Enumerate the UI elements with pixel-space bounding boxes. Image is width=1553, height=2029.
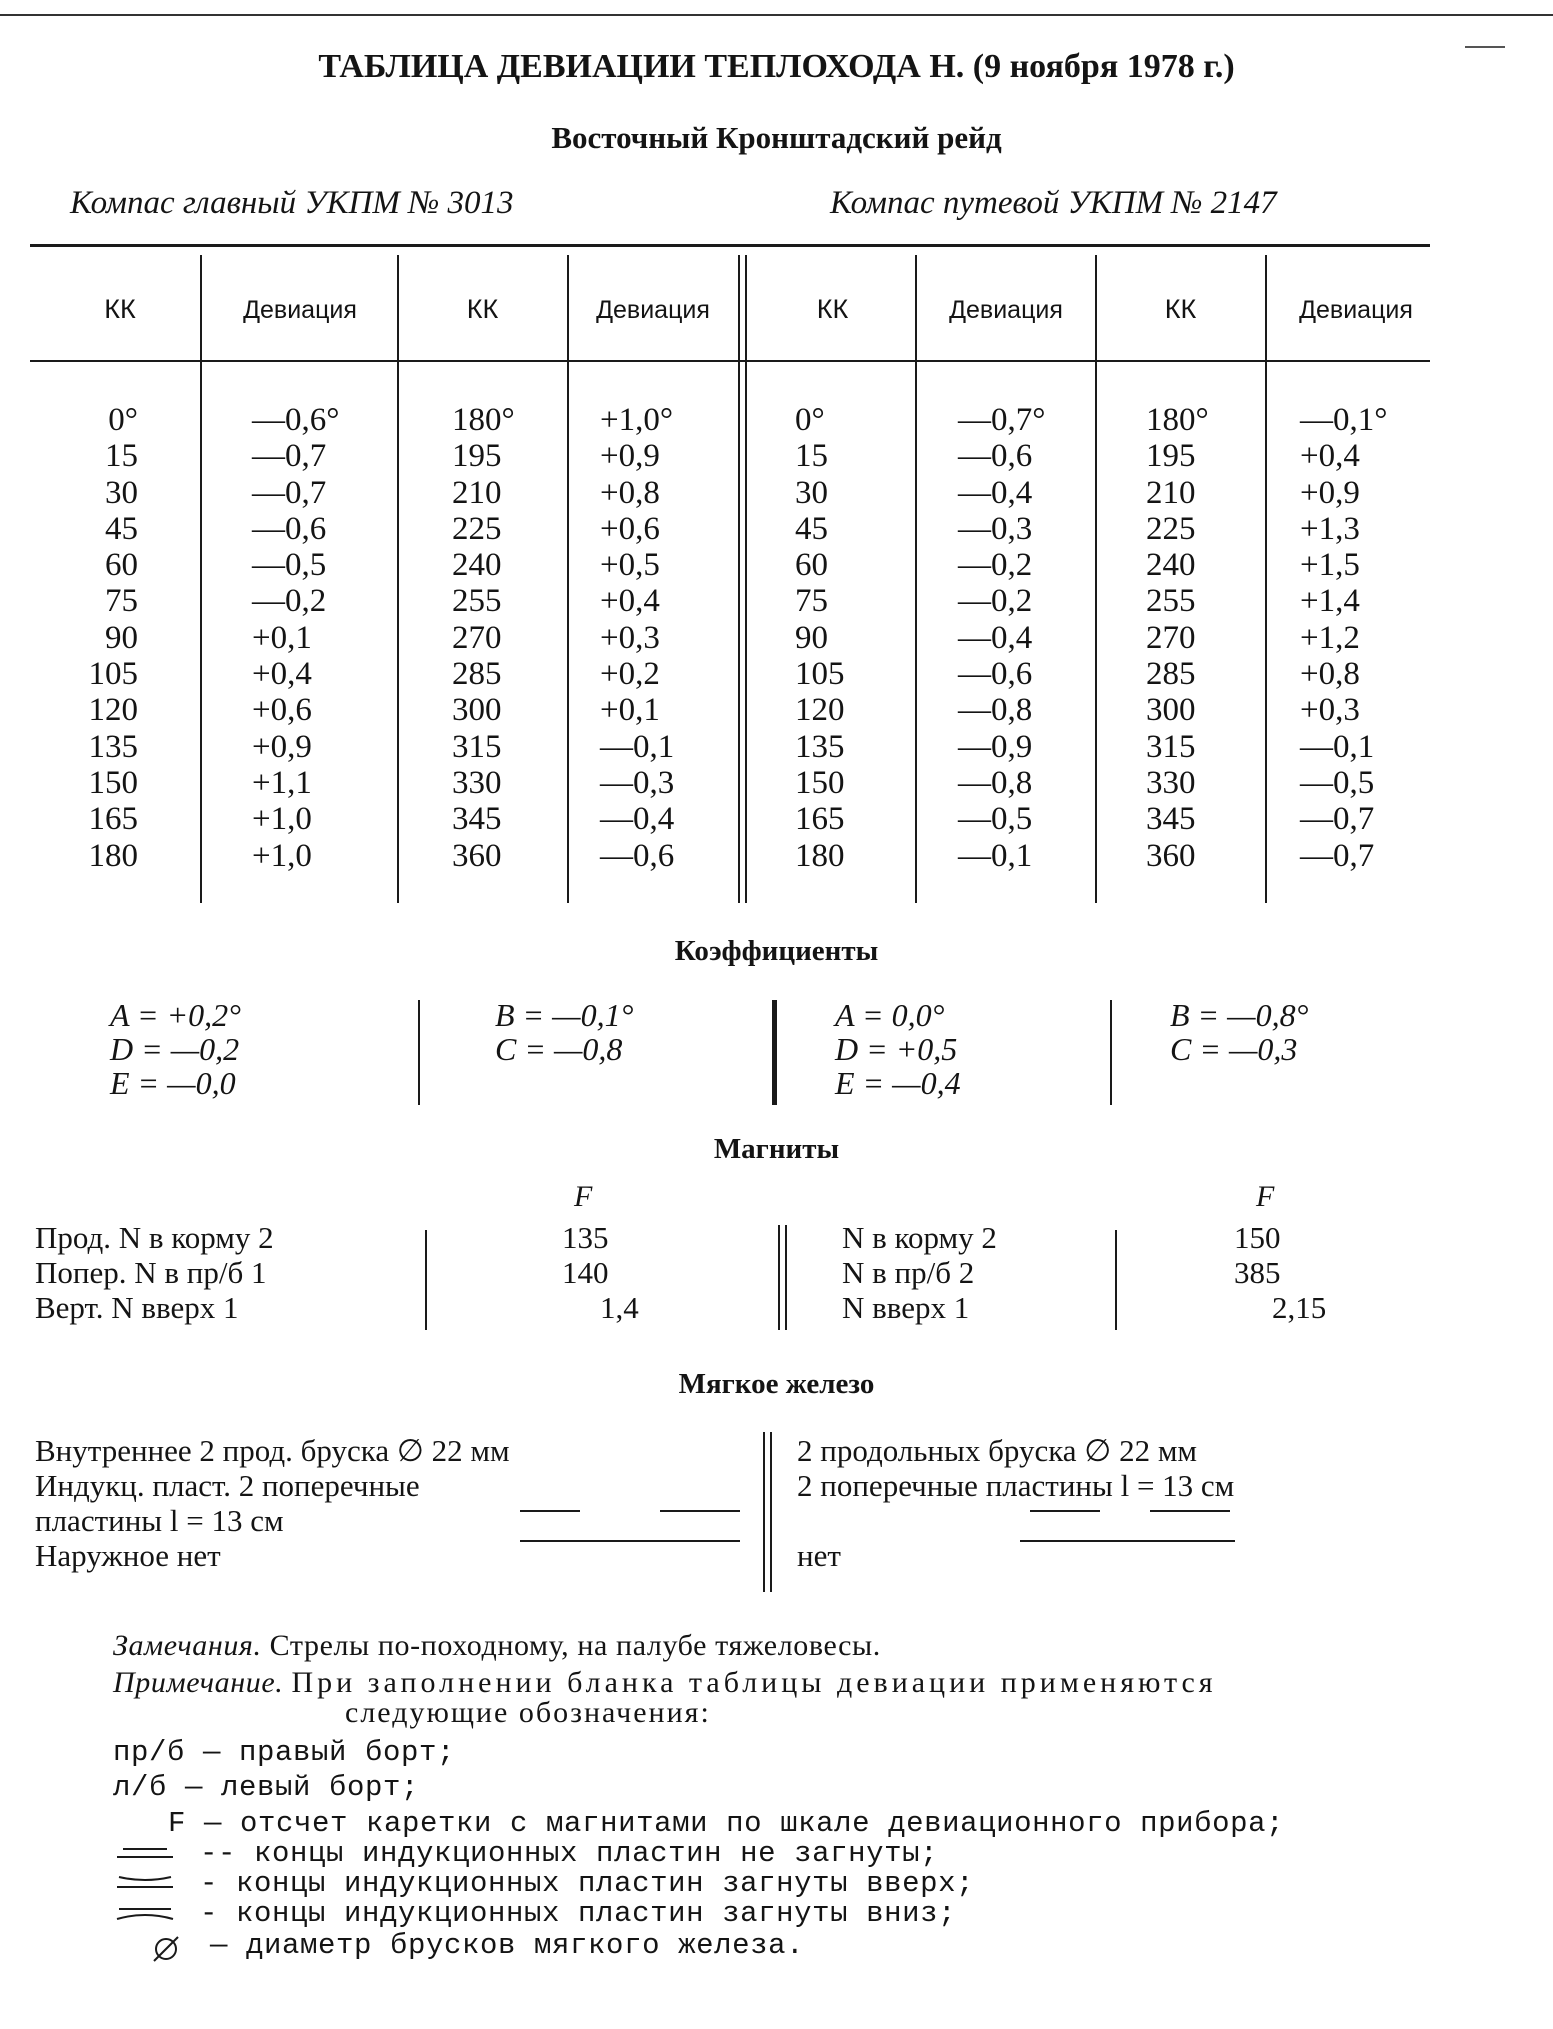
table-cell: +0,3 [1300, 692, 1360, 729]
magnets-divider-a [778, 1225, 780, 1330]
table-cell: 180° [1146, 402, 1209, 438]
table-cell: 360 [452, 837, 502, 874]
remarks-line [113, 1630, 881, 1661]
table-cell: 15 [105, 438, 138, 475]
magnet-value: 1,4 [600, 1290, 639, 1325]
table-cell: 120 [795, 692, 845, 729]
table-cell: —0,4 [958, 619, 1033, 656]
table-cell: 300 [452, 692, 502, 729]
coef-line: E = —0,4 [835, 1065, 961, 1101]
plates-bent-up-icon [115, 1873, 175, 1893]
plates-not-bent-icon [115, 1843, 175, 1863]
table-cell: 90 [795, 619, 828, 656]
table-cell: —0,3 [600, 764, 675, 801]
table-cell: 135 [795, 728, 845, 765]
col-sep-1 [200, 255, 202, 903]
magnet-value: 2,15 [1272, 1290, 1327, 1325]
header-deviation: Девиация [596, 296, 710, 324]
col-sep-2 [397, 255, 399, 903]
table-cell: 120 [88, 692, 138, 729]
table-cell: +0,9 [600, 438, 660, 475]
col-sep-3 [567, 255, 569, 903]
table-cell: —0,5 [252, 547, 327, 584]
table-cell: 30 [105, 474, 138, 511]
table-cell: —0,6 [958, 438, 1033, 475]
table-cell: 240 [1146, 547, 1196, 584]
compass-divider-a [738, 255, 740, 903]
table-cell: —0,7 [1300, 801, 1375, 838]
table-cell: —0,3 [958, 510, 1033, 547]
plate-symbol-line [660, 1510, 740, 1512]
coef-line: D = +0,5 [835, 1031, 958, 1067]
coef-divider [772, 1000, 777, 1105]
plate-symbol-line [1020, 1540, 1235, 1542]
magnets-travel-labels [842, 1220, 997, 1325]
travel-left-dev-column [958, 402, 1093, 874]
table-cell: 150 [795, 764, 845, 801]
table-cell: —0,6° [252, 402, 340, 438]
header-deviation: Девиация [243, 296, 357, 324]
table-cell: 300 [1146, 692, 1196, 729]
f-label-main: F [574, 1180, 593, 1213]
f-label-travel: F [1256, 1180, 1275, 1213]
magnets-heading: Магниты [713, 1133, 840, 1165]
magnet-label: Попер. N в пр/б 1 [35, 1255, 267, 1290]
table-cell: +0,4 [600, 583, 660, 620]
soft-iron-divider-a [763, 1432, 765, 1592]
header-kk: КК [104, 294, 136, 324]
table-cell: +0,3 [600, 619, 660, 656]
table-cell: 165 [88, 801, 138, 838]
legend-item: -- концы индукционных пластин не загнуты; [200, 1837, 939, 1870]
remarks-text: Стрелы по-походному, на палубе тяжеловесы. [269, 1629, 881, 1662]
magnets-main-values [562, 1220, 639, 1325]
table-cell: 255 [452, 583, 502, 620]
travel-right-kk-column [1146, 402, 1256, 874]
coef-line: A = +0,2° [110, 997, 241, 1033]
table-cell: +0,6 [252, 692, 312, 729]
page-title: ТАБЛИЦА ДЕВИАЦИИ ТЕПЛОХОДА Н. (9 ноября 1978 г.) [318, 48, 1235, 85]
table-cell: 30 [795, 474, 828, 511]
legend-item: пр/б — правый борт; [113, 1736, 456, 1769]
main-right-dev-column [600, 402, 735, 874]
header-kk: КК [816, 294, 849, 324]
top-scan-line [0, 14, 1553, 16]
table-cell: +0,4 [1300, 438, 1360, 475]
compass-main-label: Компас главный УКПМ № 3013 [70, 185, 514, 221]
note-label: Примечание. [113, 1666, 284, 1699]
table-cell: 150 [88, 764, 138, 801]
magnet-label: Прод. N в корму 2 [35, 1220, 274, 1255]
table-cell: —0,6 [600, 837, 675, 874]
table-cell: +1,3 [1300, 510, 1360, 547]
table-header-rule [30, 360, 1430, 362]
table-cell: 165 [795, 801, 845, 838]
legend-item: л/б — левый борт; [113, 1771, 420, 1804]
table-cell: 345 [452, 801, 502, 838]
table-cell: —0,2 [958, 547, 1033, 584]
table-cell: 135 [88, 728, 138, 765]
soft-iron-travel [797, 1433, 1234, 1573]
table-cell: 105 [88, 656, 138, 693]
table-cell: 255 [1146, 583, 1196, 620]
table-cell: 345 [1146, 801, 1196, 838]
plate-symbol-line [1030, 1510, 1100, 1512]
magnet-value: 135 [562, 1220, 609, 1255]
magnets-travel-values [1234, 1220, 1326, 1325]
legend-item: — диаметр брусков мягкого железа. [210, 1929, 805, 1962]
header-deviation: Девиация [949, 296, 1063, 324]
table-cell: 0° [108, 402, 138, 438]
table-cell: 75 [105, 583, 138, 620]
coef-main-b [495, 998, 633, 1066]
table-cell: —0,1 [958, 837, 1033, 874]
table-cell: 45 [105, 510, 138, 547]
coef-travel-b [1170, 998, 1308, 1066]
table-cell: 285 [452, 656, 502, 693]
travel-right-dev-column [1300, 402, 1440, 874]
table-cell: —0,7 [252, 438, 327, 475]
table-cell: +0,5 [600, 547, 660, 584]
magnets-sep-1 [425, 1230, 427, 1330]
table-cell: 315 [452, 728, 502, 765]
table-cell: —0,8 [958, 692, 1033, 729]
table-cell: 330 [452, 764, 502, 801]
plate-symbol-line [520, 1510, 580, 1512]
plate-symbol-line [1150, 1510, 1230, 1512]
table-cell: 270 [1146, 619, 1196, 656]
table-cell: —0,2 [958, 583, 1033, 620]
table-cell: —0,1° [1300, 402, 1388, 438]
table-cell: 270 [452, 619, 502, 656]
coef-sep-2 [1110, 1000, 1112, 1105]
table-cell: +0,2 [600, 656, 660, 693]
magnets-divider-b [785, 1225, 787, 1330]
table-cell: —0,7 [252, 474, 327, 511]
table-cell: —0,2 [252, 583, 327, 620]
table-cell: 90 [105, 619, 138, 656]
soft-iron-line [797, 1503, 1234, 1538]
soft-iron-line: Наружное нет [35, 1538, 221, 1573]
table-cell: 225 [452, 510, 502, 547]
table-cell: 330 [1146, 764, 1196, 801]
legend-item: - концы индукционных пластин загнуты вниз; [200, 1897, 957, 1930]
travel-left-kk-column [795, 402, 905, 874]
col-sep-7 [1265, 255, 1267, 903]
coef-line: B = —0,1° [495, 997, 634, 1033]
table-cell: 60 [795, 547, 828, 584]
coefficients-heading: Коэффициенты [674, 935, 879, 967]
magnets-sep-2 [1115, 1230, 1117, 1330]
magnet-label: N в пр/б 2 [842, 1255, 975, 1290]
table-cell: 360 [1146, 837, 1196, 874]
magnet-value: 385 [1234, 1255, 1281, 1290]
coef-line: A = 0,0° [835, 997, 945, 1033]
coef-line: D = —0,2 [110, 1031, 240, 1067]
diameter-icon [150, 1935, 184, 1963]
coef-line: B = —0,8° [1170, 997, 1309, 1033]
table-cell: +0,1 [252, 619, 312, 656]
table-cell: 285 [1146, 656, 1196, 693]
legend-item: F — отсчет каретки с магнитами по шкале девиационного прибора; [168, 1807, 1285, 1840]
table-cell: +0,9 [1300, 474, 1360, 511]
plates-bent-down-icon [115, 1903, 175, 1923]
table-cell: 210 [452, 474, 502, 511]
magnet-value: 150 [1234, 1220, 1281, 1255]
header-kk: КК [1164, 294, 1197, 324]
magnet-label: N в корму 2 [842, 1220, 997, 1255]
table-cell: +1,0° [600, 402, 674, 438]
table-cell: 60 [105, 547, 138, 584]
table-cell: 225 [1146, 510, 1196, 547]
table-cell: +1,4 [1300, 583, 1360, 620]
table-cell: 195 [452, 438, 502, 475]
table-cell: 315 [1146, 728, 1196, 765]
table-cell: +0,8 [600, 474, 660, 511]
table-cell: 195 [1146, 438, 1196, 475]
header-kk: КК [466, 294, 499, 324]
table-cell: 0° [795, 402, 825, 438]
table-cell: 240 [452, 547, 502, 584]
table-cell: —0,5 [1300, 764, 1375, 801]
soft-iron-line: Индукц. пласт. 2 поперечные [35, 1468, 420, 1503]
table-cell: —0,5 [958, 801, 1033, 838]
coef-main-a [110, 998, 241, 1100]
soft-iron-line: 2 поперечные пластины l = 13 см [797, 1468, 1235, 1503]
compass-travel-label: Компас путевой УКПМ № 2147 [830, 185, 1277, 221]
table-cell: —0,9 [958, 728, 1033, 765]
remarks-label: Замечания. [113, 1629, 262, 1662]
table-cell: +1,0 [252, 837, 312, 874]
table-cell: +0,8 [1300, 656, 1360, 693]
table-cell: +0,4 [252, 656, 312, 693]
table-cell: 180 [795, 837, 845, 874]
table-cell: —0,6 [252, 510, 327, 547]
table-cell: +1,2 [1300, 619, 1360, 656]
table-cell: 180° [452, 402, 515, 438]
table-cell: +1,5 [1300, 547, 1360, 584]
coef-sep-1 [418, 1000, 420, 1105]
table-cell: —0,8 [958, 764, 1033, 801]
table-cell: +1,1 [252, 764, 312, 801]
col-sep-6 [1095, 255, 1097, 903]
note-line [113, 1667, 1217, 1698]
soft-iron-line: Внутреннее 2 прод. бруска ∅ 22 мм [35, 1433, 510, 1468]
table-top-rule [30, 244, 1430, 247]
table-cell: —0,6 [958, 656, 1033, 693]
magnet-label: N вверх 1 [842, 1290, 970, 1325]
legend-item: - концы индукционных пластин загнуты вверх; [200, 1867, 975, 1900]
magnet-label: Верт. N вверх 1 [35, 1290, 239, 1325]
table-cell: 15 [795, 438, 828, 475]
table-cell: —0,1 [1300, 728, 1375, 765]
table-cell: +0,1 [600, 692, 660, 729]
compass-divider-b [745, 255, 747, 903]
table-cell: +0,9 [252, 728, 312, 765]
soft-iron-main [35, 1433, 510, 1573]
main-left-dev-column [252, 402, 392, 874]
table-cell: —0,4 [958, 474, 1033, 511]
main-left-kk-column [60, 402, 138, 874]
table-cell: —0,7° [958, 402, 1046, 438]
magnet-value: 140 [562, 1255, 609, 1290]
magnets-main-labels [35, 1220, 274, 1325]
table-cell: —0,7 [1300, 837, 1375, 874]
table-cell: 75 [795, 583, 828, 620]
table-cell: +1,0 [252, 801, 312, 838]
note-text: При заполнении бланка таблицы девиации применяются [291, 1666, 1217, 1699]
soft-iron-line: пластины l = 13 см [35, 1503, 284, 1538]
col-sep-5 [915, 255, 917, 903]
coef-travel-a [835, 998, 961, 1100]
soft-iron-heading: Мягкое железо [678, 1368, 875, 1400]
main-right-kk-column [452, 402, 552, 874]
soft-iron-divider-b [770, 1432, 772, 1592]
table-cell: 45 [795, 510, 828, 547]
table-cell: 180 [88, 837, 138, 874]
soft-iron-line: 2 продольных бруска ∅ 22 мм [797, 1433, 1198, 1468]
soft-iron-line: нет [797, 1538, 841, 1573]
plate-symbol-line [520, 1540, 740, 1542]
header-deviation: Девиация [1299, 296, 1413, 324]
table-cell: —0,4 [600, 801, 675, 838]
table-cell: 105 [795, 656, 845, 693]
table-cell: +0,6 [600, 510, 660, 547]
coef-line: E = —0,0 [110, 1065, 236, 1101]
coef-line: C = —0,3 [1170, 1031, 1298, 1067]
location-subtitle: Восточный Кронштадский рейд [551, 120, 1002, 155]
table-cell: 210 [1146, 474, 1196, 511]
coef-line: C = —0,8 [495, 1031, 623, 1067]
note-text-2: следующие обозначения: [345, 1696, 711, 1729]
table-cell: —0,1 [600, 728, 675, 765]
